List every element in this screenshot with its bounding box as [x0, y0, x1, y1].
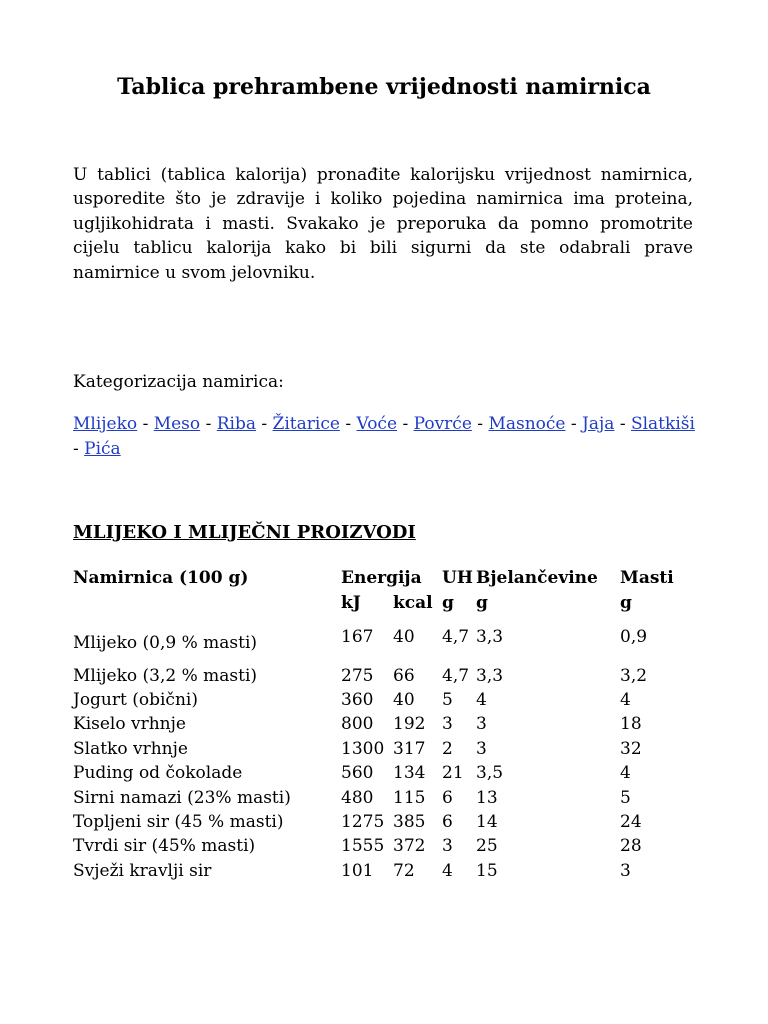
table-row: [73, 625, 713, 653]
cell-kj: 1555: [341, 836, 385, 856]
category-link-jaja[interactable]: Jaja: [582, 414, 615, 434]
cell-kcal: 317: [393, 739, 426, 759]
cell-protein: 3,5: [476, 763, 504, 783]
cell-food: Tvrdi sir (45% masti): [73, 836, 256, 856]
cell-protein: 14: [476, 812, 498, 832]
link-separator: -: [619, 414, 626, 434]
link-separator: -: [261, 414, 268, 434]
category-link-zitarice[interactable]: Žitarice: [272, 414, 340, 434]
cell-fat: 3,2: [620, 666, 648, 686]
cell-protein: 4: [476, 690, 487, 710]
cell-carbs: 5: [442, 690, 453, 710]
cell-kcal: 40: [393, 627, 415, 647]
cell-kj: 101: [341, 861, 374, 881]
cell-fat: 24: [620, 812, 642, 832]
cell-kcal: 40: [393, 690, 415, 710]
cell-protein: 15: [476, 861, 498, 881]
cell-fat: 4: [620, 690, 631, 710]
cell-protein: 13: [476, 788, 498, 808]
header-energy-kcal: kcal: [393, 592, 433, 613]
header-food: Namirnica (100 g): [73, 568, 249, 588]
cell-protein: 25: [476, 836, 498, 856]
cell-fat: 4: [620, 763, 631, 783]
category-link-riba[interactable]: Riba: [216, 414, 256, 434]
link-separator: -: [205, 414, 212, 434]
cell-kj: 360: [341, 690, 374, 710]
header-energy-kj: Energija kJ: [341, 568, 422, 613]
cell-food: Topljeni sir (45 % masti): [73, 812, 284, 832]
cell-protein: 3,3: [476, 627, 504, 647]
header-carbs: UH g: [442, 568, 473, 613]
cell-kj: 1300: [341, 739, 385, 759]
cell-food: Sirni namazi (23% masti): [73, 788, 291, 808]
cell-carbs: 2: [442, 739, 453, 759]
cell-fat: 0,9: [620, 627, 648, 647]
cell-kcal: 72: [393, 861, 415, 881]
category-link-masnoce[interactable]: Masnoće: [488, 414, 566, 434]
table-row: [73, 737, 713, 761]
table-row: [73, 664, 713, 688]
table-row: [73, 761, 713, 785]
link-separator: -: [477, 414, 484, 434]
table-row: [73, 834, 713, 858]
cell-carbs: 4,7: [442, 627, 470, 647]
cell-kj: 167: [341, 627, 374, 647]
cell-fat: 5: [620, 788, 631, 808]
cell-fat: 32: [620, 739, 642, 759]
cell-kcal: 115: [393, 788, 426, 808]
cell-kj: 800: [341, 714, 374, 734]
cell-fat: 28: [620, 836, 642, 856]
category-link-meso[interactable]: Meso: [153, 414, 201, 434]
cell-kj: 560: [341, 763, 374, 783]
cell-kj: 480: [341, 788, 374, 808]
table-row: [73, 786, 713, 810]
cell-protein: 3: [476, 714, 487, 734]
category-link-pica[interactable]: Pića: [84, 438, 121, 459]
cell-fat: 3: [620, 861, 631, 881]
cell-food: Svježi kravlji sir: [73, 861, 212, 881]
cell-kcal: 385: [393, 812, 426, 832]
cell-kj: 275: [341, 666, 374, 686]
section-heading: MLIJEKO I MLIJEČNI PROIZVODI: [73, 522, 416, 543]
cell-food: Slatko vrhnje: [73, 739, 188, 759]
cell-food: Kiselo vrhnje: [73, 714, 186, 734]
cell-fat: 18: [620, 714, 642, 734]
cell-kcal: 134: [393, 763, 426, 783]
cell-carbs: 21: [442, 763, 464, 783]
category-link-slatkisi[interactable]: Slatkiši: [630, 414, 695, 434]
cell-kcal: 372: [393, 836, 426, 856]
cell-carbs: 3: [442, 836, 453, 856]
cell-carbs: 3: [442, 714, 453, 734]
page-title: Tablica prehrambene vrijednosti namirnica: [117, 74, 651, 100]
category-links: [73, 412, 698, 461]
cell-carbs: 4: [442, 861, 453, 881]
link-separator: -: [570, 414, 577, 434]
cell-food: Jogurt (obični): [73, 690, 198, 710]
cell-protein: 3: [476, 739, 487, 759]
link-separator: -: [345, 414, 352, 434]
table-row: [73, 712, 713, 736]
link-separator: -: [142, 414, 149, 434]
link-separator: -: [73, 438, 79, 459]
link-separator: -: [402, 414, 409, 434]
cell-carbs: 4,7: [442, 666, 470, 686]
category-link-povrce[interactable]: Povrće: [413, 414, 472, 434]
cell-kcal: 66: [393, 666, 415, 686]
cell-carbs: 6: [442, 788, 453, 808]
cell-food: Mlijeko (0,9 % masti): [73, 633, 258, 653]
table-row: [73, 810, 713, 834]
categories-label: Kategorizacija namirica:: [73, 372, 284, 392]
intro-paragraph: U tablici (tablica kalorija) pronađite kalorijsku vrijednost namirnica, usporedite što je zdravije i koliko pojedina namirnica ima proteina, ugljikohidrata i masti. Svakako je preporuka da pomno promotrite cijelu tablicu kalorija kako bi bili sigurni da ste odabrali prave namirnice u svom jelovniku.: [73, 165, 693, 283]
cell-kj: 1275: [341, 812, 385, 832]
category-link-voce[interactable]: Voće: [356, 414, 398, 434]
header-protein: Bjelančevine g: [476, 568, 598, 613]
table-row: [73, 859, 713, 883]
cell-food: Puding od čokolade: [73, 763, 243, 783]
category-link-mlijeko[interactable]: Mlijeko: [73, 414, 138, 434]
cell-kcal: 192: [393, 714, 426, 734]
header-fat: Masti g: [620, 568, 674, 613]
cell-food: Mlijeko (3,2 % masti): [73, 666, 258, 686]
table-row: [73, 688, 713, 712]
cell-carbs: 6: [442, 812, 453, 832]
cell-protein: 3,3: [476, 666, 504, 686]
